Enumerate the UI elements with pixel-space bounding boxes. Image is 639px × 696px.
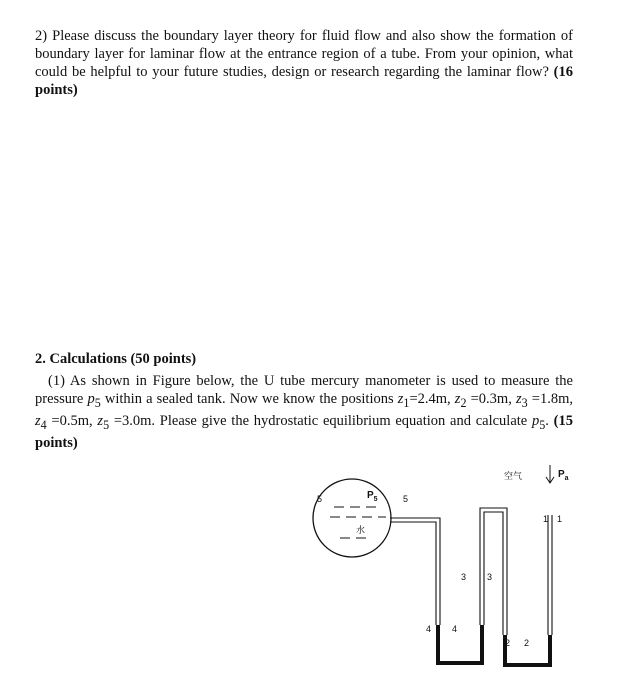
q1-z4-val: =0.5m, [46, 412, 98, 429]
level-5-left: 5 [317, 494, 323, 504]
question-2 [35, 27, 573, 99]
level-2-right: 2 [524, 638, 530, 648]
sealed-tank [313, 479, 391, 557]
atmospheric-pressure-label: $P_a$ [558, 469, 569, 482]
question-2-text: 2) Please discuss the boundary layer theory for fluid flow and also show the formation of boundary layer for laminar flow at the entrance region of a tube. From your opinion, what could be helpful to your future studies, design or research regarding the laminar flow? [35, 28, 573, 80]
question-2-1 [35, 372, 573, 452]
calculations-heading: 2. Calculations (50 points) [35, 351, 197, 367]
atmosphere-arrow [546, 465, 554, 483]
level-5-right: 5 [403, 494, 409, 504]
connecting-tube [390, 518, 440, 625]
q1-z4-sub: 4 [40, 417, 47, 432]
manometer-figure [300, 460, 600, 685]
q1-text-b: within a sealed tank. Now we know the positions [100, 391, 398, 407]
q1-z2-sub: 2 [460, 395, 467, 410]
u-tube-2 [548, 515, 552, 635]
q1-z3-sub: 3 [521, 395, 528, 410]
u-tube-1 [480, 508, 507, 635]
q1-points: (15 points) [35, 412, 573, 451]
water-label: 水 [356, 525, 366, 535]
level-1-left: 1 [543, 514, 549, 524]
q1-z3-val: =1.8m, [527, 391, 574, 407]
q1-p5: p [87, 391, 95, 407]
q1-p5b-sub: 5 [539, 417, 546, 432]
tank-pressure-label: $P_5$ [367, 490, 378, 503]
level-4-left: 4 [426, 624, 432, 634]
q1-z5-sub: 5 [103, 417, 110, 432]
level-3-left: 3 [461, 572, 467, 582]
q1-z1: z [397, 391, 404, 407]
level-4-right: 4 [452, 624, 458, 634]
q1-z1-sub: 1 [403, 395, 410, 410]
level-1-right: 1 [557, 514, 563, 524]
q1-text-c: . [545, 412, 554, 429]
q1-z4: z [35, 412, 41, 429]
q1-z5-val: =3.0m. Please give the hydrostatic equilibrium equation and calculate [109, 412, 532, 429]
q1-z2-val: =0.3m, [466, 391, 516, 407]
q1-z1-val: =2.4m, [409, 391, 455, 407]
question-2-points: (16 points) [35, 64, 573, 98]
level-3-right: 3 [487, 572, 493, 582]
q1-z3: z [515, 391, 522, 407]
air-label: 空气 [504, 471, 523, 481]
q1-text-a: (1) As shown in Figure below, the U tube mercury manometer is used to measure the pressure [35, 373, 573, 407]
q1-z5: z [97, 412, 104, 429]
mercury-u1 [436, 625, 484, 665]
q1-p5-sub: 5 [94, 395, 101, 410]
q1-p5b: p [531, 412, 540, 429]
q1-z2: z [454, 391, 461, 407]
level-2-left: 2 [505, 638, 511, 648]
